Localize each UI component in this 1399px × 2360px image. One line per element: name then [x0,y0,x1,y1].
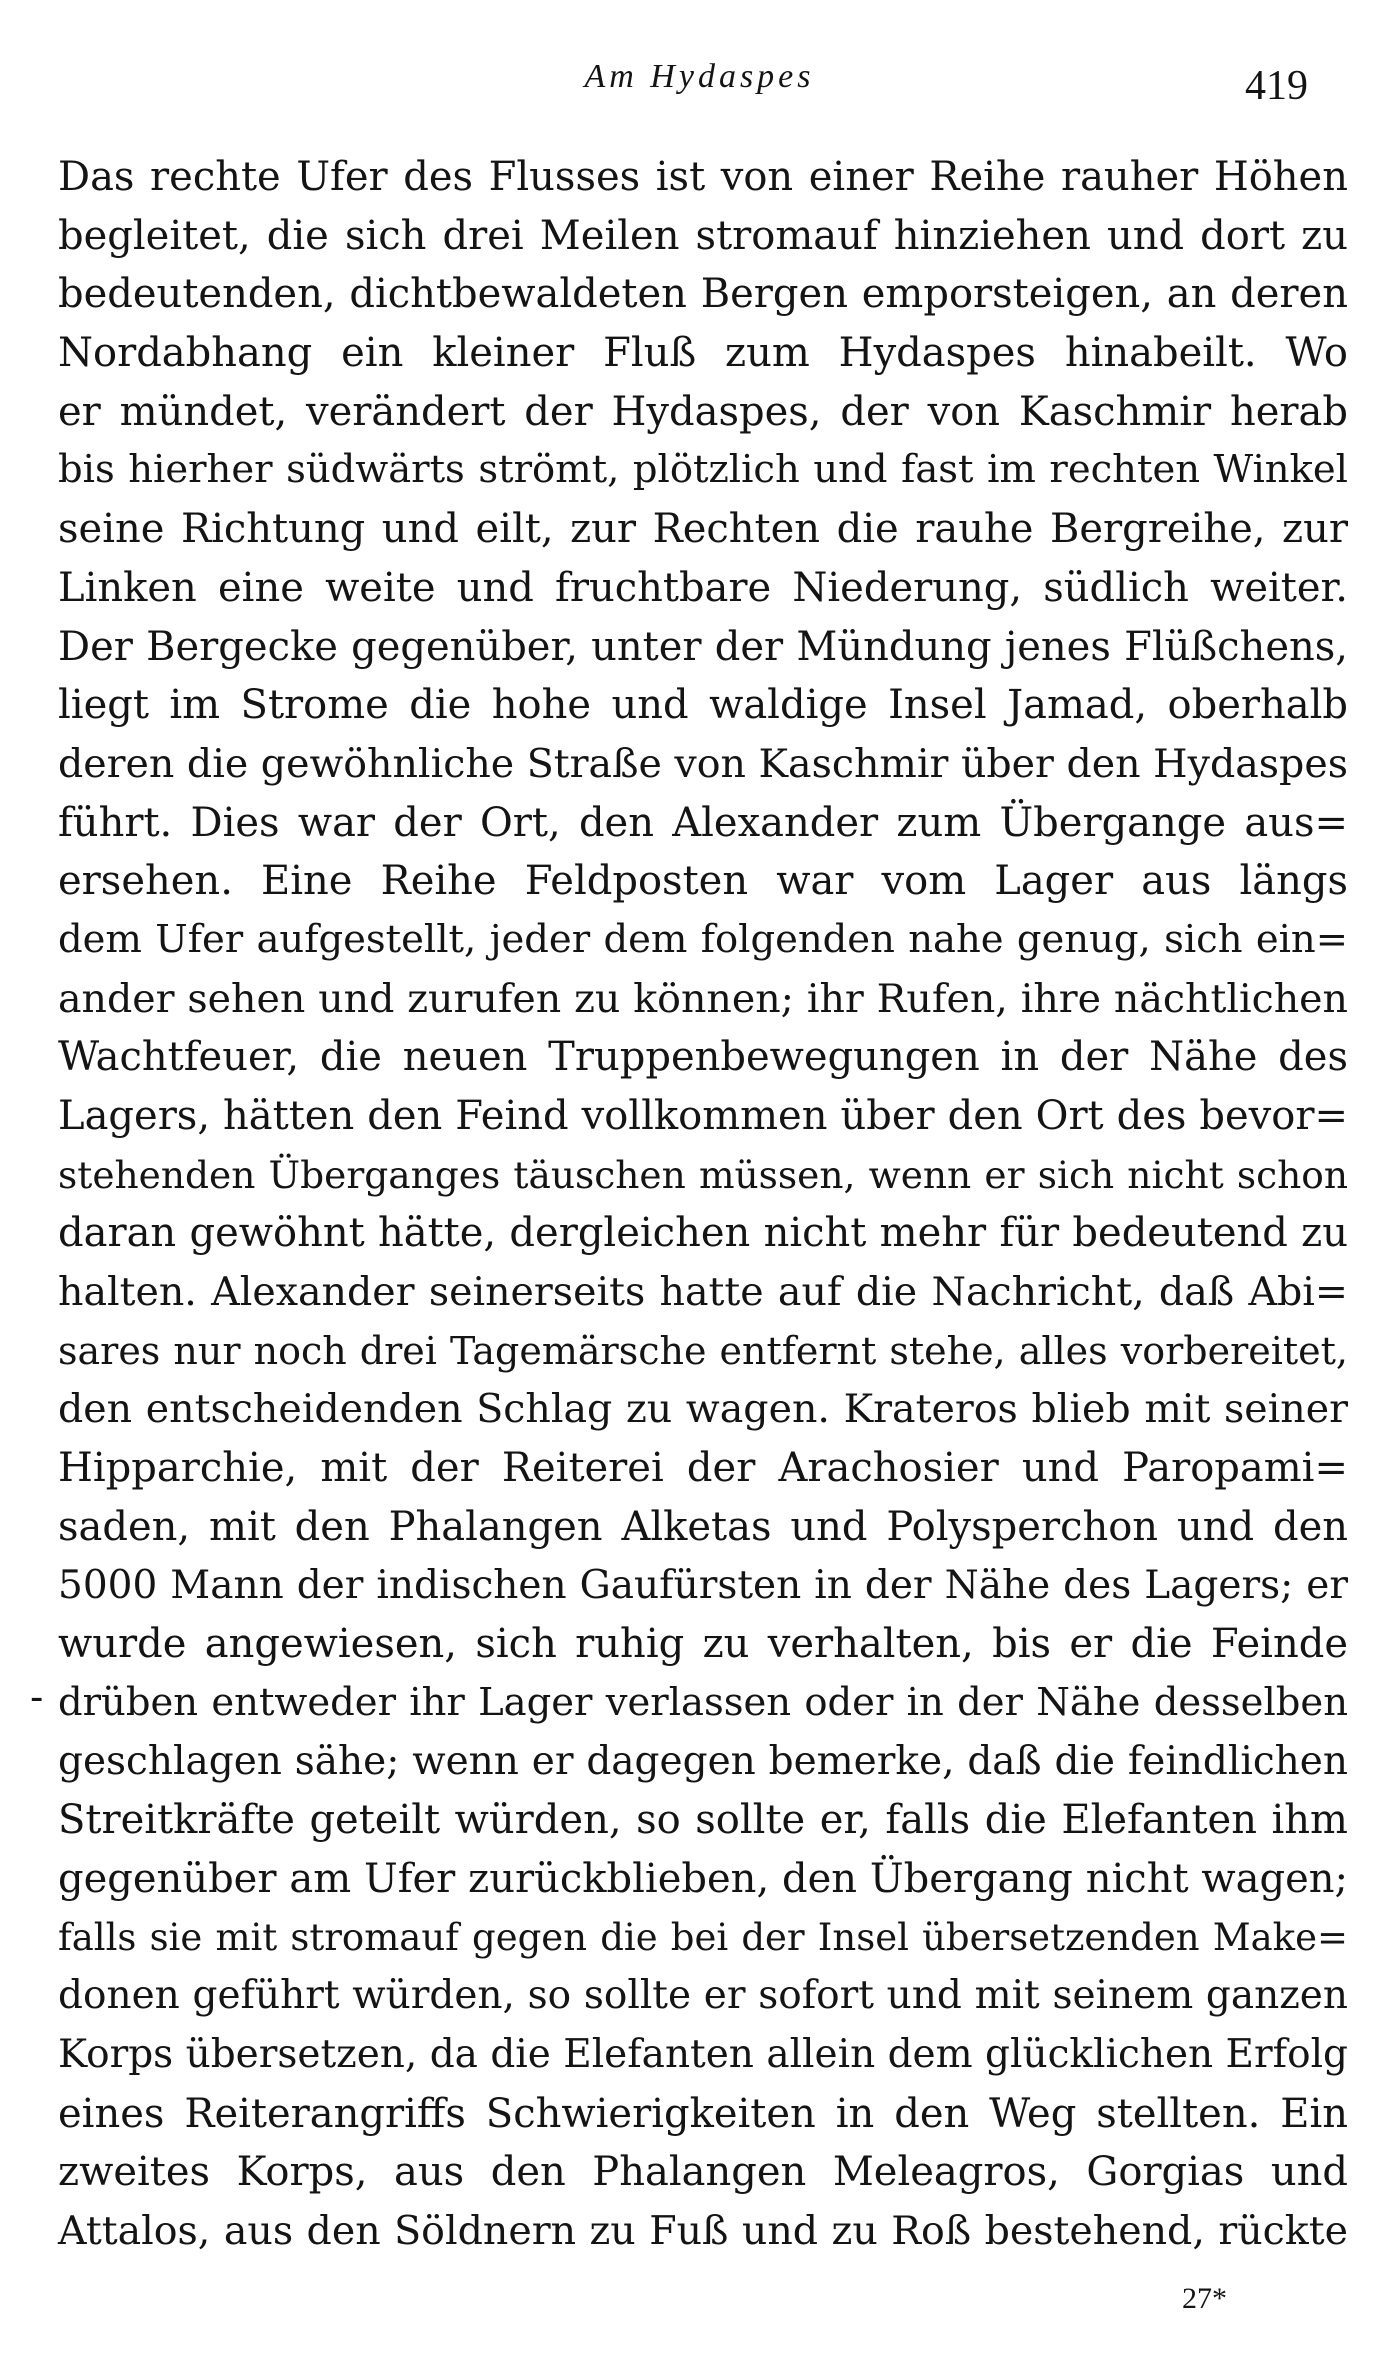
text-line: saden, mit den Phalangen Alketas und Polysperchon und den [58,1503,1348,1550]
text-line: Der Bergecke gegenüber, unter der Mündung jenes Flüßchens, [58,623,1348,670]
text-line: den entscheidenden Schlag zu wagen. Krateros blieb mit seiner [58,1386,1348,1433]
text-line: Korps übersetzen, da die Elefanten allein dem glücklichen Erfolg [58,2032,1349,2077]
text-line: bis hierher südwärts strömt, plötzlich und fast im rechten Winkel [58,447,1348,493]
text-line: dem Ufer aufgestellt, jeder dem folgenden nahe genug, sich ein= [58,916,1348,962]
text-line: Linken eine weite und fruchtbare Niederung, südlich weiter. [58,564,1348,611]
text-line: begleitet, die sich drei Meilen stromauf hinziehen und dort zu [58,212,1348,259]
text-line: donen geführt würden, so sollte er sofort und mit seinem ganzen [58,1973,1348,2019]
margin-mark: - [30,1675,44,1719]
text-line: daran gewöhnt hätte, dergleichen nicht mehr für bedeutend zu [58,1210,1348,1257]
text-line: Attalos, aus den Söldnern zu Fuß und zu Roß bestehend, rückte [58,2208,1348,2255]
text-line: 5000 Mann der indischen Gaufürsten in der Nähe des Lagers; er [58,1562,1348,1608]
text-line: bedeutenden, dichtbewaldeten Bergen emporsteigen, an deren [58,271,1348,318]
printer-signature: 27* [1182,2282,1227,2315]
text-line: sares nur noch drei Tagemärsche entfernt stehe, alles vorbereitet, [58,1328,1348,1373]
text-line: geschlagen sähe; wenn er dagegen bemerke, daß die feindlichen [58,1738,1348,1784]
text-line: drüben entweder ihr Lager verlassen oder in der Nähe desselben [58,1679,1348,1725]
page-number: 419 [1245,63,1308,109]
text-line: eines Reiterangriffs Schwierigkeiten in den Weg stellten. Ein [58,2090,1348,2137]
text-line: deren die gewöhnliche Straße von Kaschmir über den Hydaspes [58,740,1348,787]
text-line: zweites Korps, aus den Phalangen Meleagros, Gorgias und [58,2149,1348,2196]
running-head: Am Hydaspes [584,58,815,95]
text-line: wurde angewiesen, sich ruhig zu verhalten, bis er die Feinde [58,1621,1348,1668]
text-line: Lagers, hätten den Feind vollkommen über den Ort des bevor= [58,1093,1348,1139]
text-line: er mündet, verändert der Hydaspes, der von Kaschmir herab [58,388,1348,435]
text-line: Nordabhang ein kleiner Fluß zum Hydaspes hinabeilt. Wo [58,330,1348,377]
text-line: ander sehen und zurufen zu können; ihr Rufen, ihre nächtlichen [58,975,1348,1022]
text-line: seine Richtung und eilt, zur Rechten die rauhe Bergreihe, zur [58,506,1348,553]
text-line: Das rechte Ufer des Flusses ist von einer Reihe rauher Höhen [58,154,1348,200]
text-line: halten. Alexander seinerseits hatte auf die Nachricht, daß Abi= [58,1269,1348,1316]
text-line: gegenüber am Ufer zurückblieben, den Übergang nicht wagen; [58,1855,1348,1902]
text-line: stehenden Überganges täuschen müssen, wenn er sich nicht schon [58,1152,1348,1197]
text-line: Hipparchie, mit der Reiterei der Arachosier und Paropami= [58,1445,1348,1492]
text-line: falls sie mit stromauf gegen die bei der Insel übersetzenden Make= [58,1915,1348,1959]
text-line: liegt im Strome die hohe und waldige Insel Jamad, oberhalb [58,682,1348,729]
body-text [58,148,1348,2261]
text-line: Streitkräfte geteilt würden, so sollte er, falls die Elefanten ihm [58,1797,1348,1844]
text-line: ersehen. Eine Reihe Feldposten war vom Lager aus längs [58,858,1348,905]
text-line: führt. Dies war der Ort, den Alexander zum Übergange aus= [58,799,1348,846]
text-line: Wachtfeuer, die neuen Truppenbewegungen in der Nähe des [58,1034,1348,1081]
